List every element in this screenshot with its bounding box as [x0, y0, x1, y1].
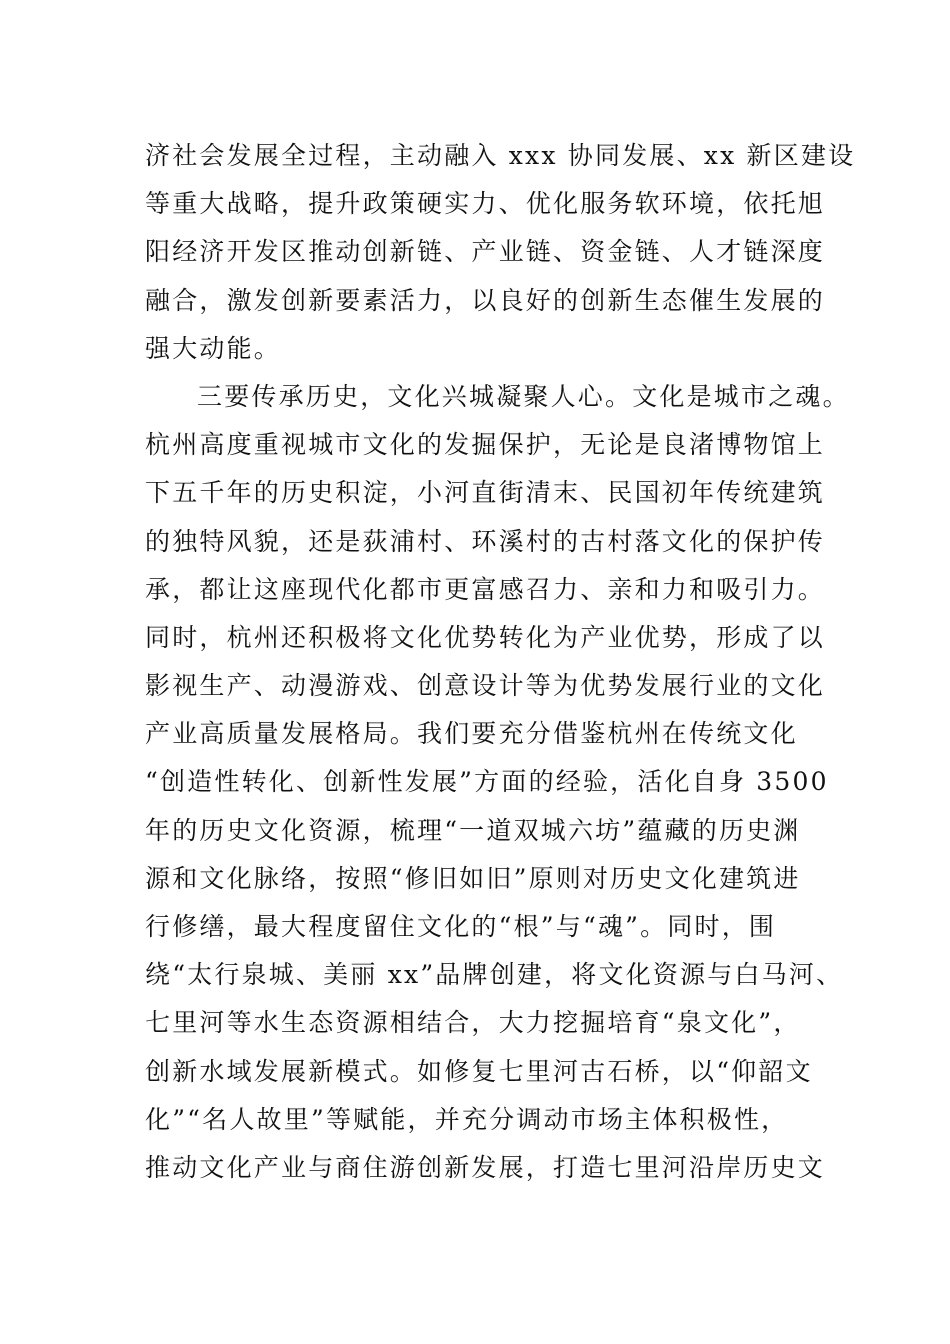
- text-line: 化”“名人故里”等赋能，并充分调动市场主体积极性，: [145, 1104, 789, 1134]
- text-line: 七里河等水生态资源相结合，大力挖掘培育“泉文化”，: [145, 1008, 801, 1038]
- text-line: 济社会发展全过程，主动融入 xxx 协同发展、xx 新区建设: [145, 141, 856, 170]
- text-line: 等重大战略，提升政策硬实力、优化服务软环境，依托旭: [145, 189, 826, 219]
- text-line: 杭州高度重视城市文化的发掘保护，无论是良渚博物馆上: [145, 430, 826, 460]
- text-line: 阳经济开发区推动创新链、产业链、资金链、人才链深度: [145, 237, 826, 267]
- body-text: [145, 132, 856, 1192]
- text-line: 行修缮，最大程度留住文化的“根”与“魂”。同时，围: [145, 912, 777, 941]
- text-line: 推动文化产业与商住游创新发展，打造七里河沿岸历史文: [145, 1152, 826, 1182]
- paragraph-start-line: 三要传承历史，文化兴城凝聚人心。文化是城市之魂。: [197, 381, 850, 411]
- text-line: 创新水域发展新模式。如修复七里河古石桥，以“仰韶文: [145, 1056, 813, 1086]
- text-line: 同时，杭州还积极将文化优势转化为产业优势，形成了以: [145, 622, 826, 652]
- text-line: 影视生产、动漫游戏、创意设计等为优势发展行业的文化: [145, 671, 826, 701]
- text-line: 源和文化脉络，按照“修旧如旧”原则对历史文化建筑进: [145, 863, 801, 893]
- text-line: 融合，激发创新要素活力，以良好的创新生态催生发展的: [145, 285, 826, 315]
- text-line: 强大动能。: [145, 333, 282, 363]
- text-line: 下五千年的历史积淀，小河直街清末、民国初年传统建筑: [145, 478, 826, 508]
- text-line: 的独特风貌，还是荻浦村、环溪村的古村落文化的保护传: [145, 526, 826, 556]
- text-line: 年的历史文化资源，梳理“一道双城六坊”蕴藏的历史渊: [145, 815, 801, 845]
- text-line: 产业高质量发展格局。我们要充分借鉴杭州在传统文化: [145, 719, 798, 749]
- text-line: “创造性转化、创新性发展”方面的经验，活化自身 3500: [145, 767, 829, 797]
- text-line: 绕“太行泉城、美丽 xx”品牌创建，将文化资源与白马河、: [145, 960, 844, 990]
- text-line: 承，都让这座现代化都市更富感召力、亲和力和吸引力。: [145, 574, 826, 604]
